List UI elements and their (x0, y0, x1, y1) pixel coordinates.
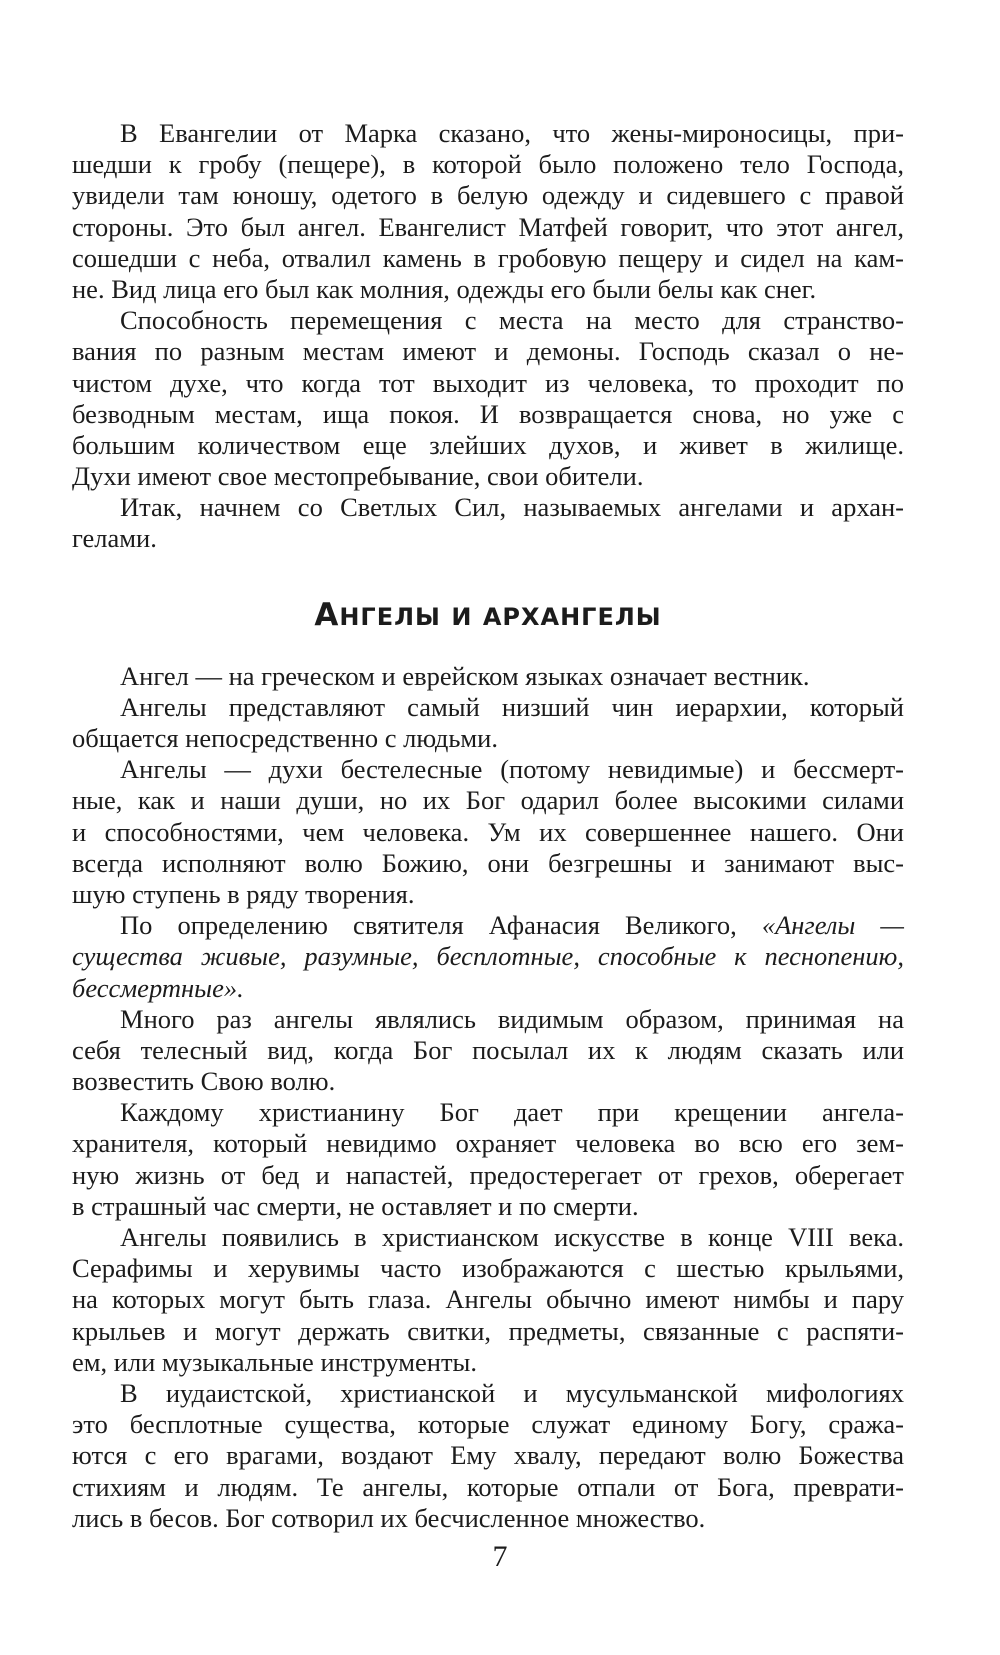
paragraph-myrrh-bearers (72, 118, 904, 305)
text-line: Ангелы представляют самый низший чин иерархии, который (120, 691, 904, 722)
text-line: общается непосредственно с людьми. (72, 723, 498, 753)
heading-word: РХАНГЕЛЫ (502, 602, 662, 631)
text-line: существа живые, разумные, бесплотные, способные к песнопению, (72, 941, 904, 972)
text-line: не. Вид лица его был как молния, одежды его были белы как снег. (72, 273, 817, 304)
text-line: ются с его врагами, воздают Ему хвалу, передают волю Божества (72, 1440, 904, 1471)
text-line: это бесплотные существа, которые служат единому Богу, сража- (72, 1409, 904, 1440)
page-number: 7 (492, 1540, 508, 1573)
paragraph-athanasius-quote (72, 910, 904, 1004)
text-line: ные, как и наши души, но их Бог одарил более высокими силами (72, 785, 904, 816)
text-line: и способностями, чем человека. Ум их совершеннее нашего. Они (72, 816, 904, 847)
text-line: шедши к гробу (пещере), в которой было положено тело Господа, (72, 149, 904, 180)
text-line: вания по разным местам имеют и демоны. Господь сказал о не- (72, 336, 904, 367)
text-line: В Евангелии от Марка сказано, что жены-мироносицы, при- (120, 118, 904, 148)
text-line: безводным местам, ища покоя. И возвращается снова, но уже с (72, 398, 904, 429)
text-line: В иудаистской, христианской и мусульманской мифологиях (120, 1377, 904, 1408)
quote-lead-text: По определению святителя Афанасия Великого, (120, 910, 762, 941)
text-line: Каждому христианину Бог дает при крещении ангела- (120, 1097, 904, 1128)
text-line: шую ступень в ряду творения. (72, 878, 415, 909)
text-line: возвестить Свою волю. (72, 1066, 336, 1097)
text-line: лись в бесов. Бог сотворил их бесчисленное множество. (72, 1502, 706, 1533)
text-line: в страшный час смерти, не оставляет и по смерти. (72, 1190, 639, 1221)
page-body (72, 118, 904, 1534)
text-line: Ангел — на греческом и еврейском языках означает вестник. (120, 660, 810, 691)
paragraph-christian-art (72, 1222, 904, 1378)
text-line: большим количеством еще злейших духов, и живет в жилище. (72, 429, 904, 460)
text-line: гелами. (72, 523, 157, 554)
quote-italic-start: «Ангелы — (761, 910, 904, 941)
text-line: ем, или музыкальные инструменты. (72, 1346, 477, 1377)
paragraph-intro (72, 492, 904, 554)
text-line: чистом духе, что когда тот выходит из человека, то проходит по (72, 367, 904, 398)
paragraph-mythologies (72, 1378, 904, 1534)
text-line: Способность перемещения с места на место для странство- (120, 305, 904, 336)
text-line: крыльев и могут держать свитки, предметы, связанные с распяти- (72, 1315, 904, 1346)
heading-word: НГЕЛЫ (339, 602, 441, 631)
text-line: бессмертные». (72, 972, 244, 1003)
paragraph-lowest-rank (72, 692, 904, 754)
heading-initial: А (482, 602, 503, 631)
text-line: себя телесный вид, когда Бог посылал их к людям сказать или (72, 1034, 904, 1065)
text-line: ную жизнь от бед и напастей, предостерегает от грехов, оберегает (72, 1159, 904, 1190)
text-line: стихиям и людям. Те ангелы, которые отпали от Бога, преврати- (72, 1471, 904, 1502)
text-line: Ангелы — духи бестелесные (потому невидимые) и бессмерт- (120, 754, 904, 785)
text-line: стороны. Это был ангел. Евангелист Матфей говорит, что этот ангел, (72, 211, 904, 242)
heading-conj: И (451, 602, 473, 631)
text-line: всегда исполняют волю Божию, они безгрешны и занимают выс- (72, 847, 904, 878)
paragraph-angel-definition (72, 661, 904, 692)
section-heading (72, 597, 904, 633)
paragraph-demons (72, 305, 904, 492)
text-line: Духи имеют свое местопребывание, свои обители. (72, 461, 644, 492)
paragraph-guardian-angel (72, 1097, 904, 1222)
text-line: хранителя, который невидимо охраняет человека во всю его зем- (72, 1128, 904, 1159)
text-line: Итак, начнем со Светлых Сил, называемых ангелами и архан- (120, 492, 904, 523)
heading-initial: А (314, 596, 340, 633)
paragraph-incorporeal (72, 754, 904, 910)
text-line: увидели там юношу, одетого в белую одежду и сидевшего с правой (72, 180, 904, 211)
text-line: на которых могут быть глаза. Ангелы обычно имеют нимбы и пару (72, 1284, 904, 1315)
paragraph-visible-form (72, 1004, 904, 1098)
text-line (72, 910, 904, 941)
text-line: Серафимы и херувимы часто изображаются с шестью крыльями, (72, 1253, 904, 1284)
text-line: Много раз ангелы являлись видимым образом, принимая на (120, 1003, 904, 1034)
text-line: Ангелы появились в христианском искусстве в конце VIII века. (120, 1222, 904, 1252)
text-line: сошедши с неба, отвалил камень в гробовую пещеру и сидел на кам- (72, 242, 904, 273)
